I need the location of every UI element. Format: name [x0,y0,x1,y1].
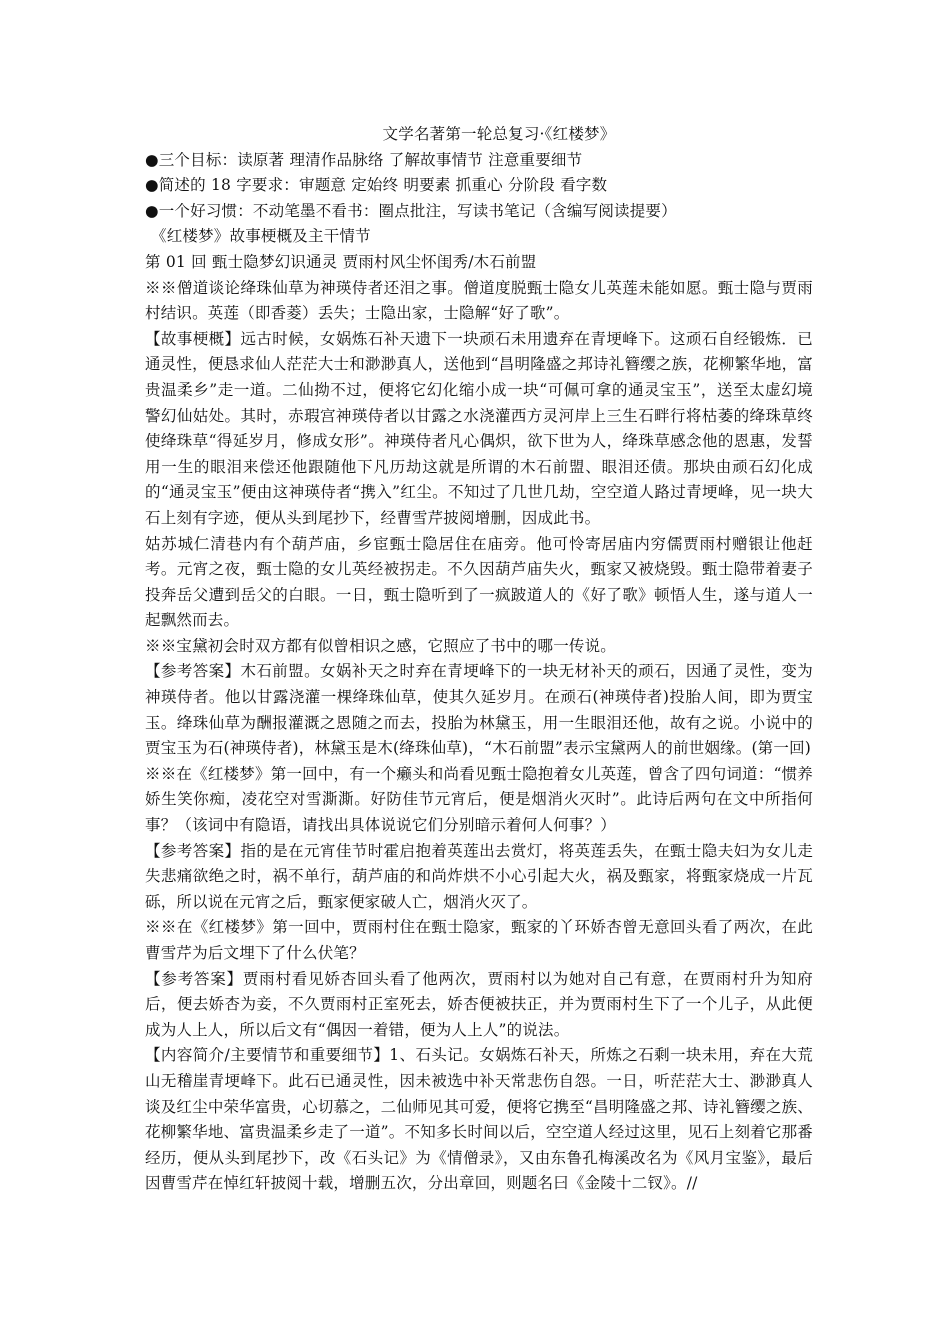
gusu-paragraph: 姑苏城仁清巷内有个葫芦庙，乡宦甄士隐居住在庙旁。他可怜寄居庙内穷儒贾雨村赠银让他赶考。元宵之夜，甄士隐的女儿英经被拐走。不久因葫芦庙失火，甄家又被烧毁。甄士隐带着妻子投奔岳父遭到岳父的白眼。一日，甄士隐听到了一疯跛道人的《好了歌》顿悟人生，遂与道人一起飘然而去。 [145,534,813,630]
answer-1: 【参考答案】木石前盟。女娲补天之时弃在青埂峰下的一块无材补天的顽石，因通了灵性，变为神瑛侍者。他以甘露浇灌一棵绛珠仙草，使其久延岁月。在顽石(神瑛侍者)投胎人间，即为贾宝玉。绛珠仙草为酬报灌溉之恩随之而去，投胎为林黛玉，用一生眼泪还他，故有之说。小说中的贾宝玉为石(神瑛侍者)，林黛玉是木(绛珠仙草)，“木石前盟”表示宝黛两人的前世姻缘。(第一回) [145,662,813,758]
story-outline: 【故事梗概】远古时候，女娲炼石补天遗下一块顽石未用遗弃在青埂峰下。这顽石自经锻炼．已通灵性，便恳求仙人茫茫大士和渺渺真人，送他到“昌明隆盛之邦诗礼簪缨之族，花柳繁华地，富贵温柔乡”走一道。二仙拗不过，便将它幻化缩小成一块“可佩可拿的通灵宝玉”，送至太虚幻境警幻仙姑处。其时，赤瑕宫神瑛侍者以甘露之水浇灌西方灵河岸上三生石畔行将枯萎的绛珠草终使绛珠草“得延岁月，修成女形”。神瑛侍者凡心偶炽，欲下世为人，绛珠草感念他的恩惠，发誓用一生的眼泪来偿还他跟随他下凡历劫这就是所谓的木石前盟、眼泪还债。那块由顽石幻化成的“通灵宝玉”便由这神瑛侍者“携入”红尘。不知过了几世几劫，空空道人路过青埂峰，见一块大石上刻有字迹，便从头到尾抄下，经曹雪芹披阅增删，因成此书。 [145,329,813,527]
goals-line: ●三个目标：读原著 理清作品脉络 了解故事情节 注意重要细节 [145,150,583,169]
question-1: ※※宝黛初会时双方都有似曾相识之感，它照应了书中的哪一传说。 [145,636,617,655]
requirements-line: ●简述的 18 字要求：审题意 定始终 明要素 抓重心 分阶段 看字数 [145,176,608,195]
answer-2: 【参考答案】指的是在元宵佳节时霍启抱着英莲出去赏灯，将英莲丢失，在甄士隐夫妇为女儿走失悲痛欲绝之时，祸不单行，葫芦庙的和尚炸烘不小心引起大火，祸及甄家，将甄家烧成一片瓦砾，所以说在元宵之后，甄家便家破人亡，烟消火灭了。 [145,841,813,911]
chapter-summary: ※※僧道谈论绛珠仙草为神瑛侍者还泪之事。僧道度脱甄士隐女儿英莲未能如愿。甄士隐与贾雨村结识。英莲（即香菱）丢失；士隐出家，士隐解“好了歌”。 [145,278,813,323]
content-intro: 【内容简介/主要情节和重要细节】1、石头记。女娲炼石补天，所炼之石剩一块未用，弃在大荒山无稽崖青埂峰下。此石已通灵性，因未被选中补天常悲伤自怨。一日，听茫茫大士、渺渺真人谈及红尘中荣华富贵，心切慕之，二仙师见其可爱，便将它携至“昌明隆盛之邦、诗礼簪缨之族、花柳繁华地、富贵温柔乡走了一道”。不知多长时间以后，空空道人经过这里，见石上刻着它那番经历，便从头到尾抄下，改《石头记》为《情僧录》，又由东鲁孔梅溪改名为《风月宝鉴》，最后因曹雪芹在悼红轩披阅十载，增删五次，分出章回，则题名曰《金陵十二钗》。// [145,1046,813,1193]
question-2: ※※在《红楼梦》第一回中，有一个癞头和尚看见甄士隐抱着女儿英莲，曾含了四句词道：“惯养娇生笑你痴，凌花空对雪澌澌。好防佳节元宵后，便是烟消火灭时”。此诗后两句在文中所指何事？（该词中有隐语，请找出具体说说它们分别暗示着何人何事？） [145,764,813,835]
answer-3: 【参考答案】贾雨村看见娇杏回头看了他两次，贾雨村以为她对自己有意，在贾雨村升为知府后，便去娇杏为妾，不久贾雨村正室死去，娇杏便被扶正，并为贾雨村生下了一个儿子，从此便成为人上人，所以后文有“偶因一着错，便为人上人”的说法。 [145,969,813,1039]
habit-line: ●一个好习惯：不动笔墨不看书：圈点批注，写读书笔记（含编写阅读提要） [145,201,677,220]
document-title: 文学名著第一轮总复习·《红楼梦》 [382,125,616,143]
question-3: ※※在《红楼梦》第一回中，贾雨村住在甄士隐家，甄家的丫环娇杏曾无意回头看了两次，在此曹雪芹为后文埋下了什么伏笔？ [145,918,813,962]
document-body [145,122,813,1197]
section-subtitle: 《红楼梦》故事梗概及主干情节 [151,227,371,246]
chapter-heading: 第 01 回 甄士隐梦幻识通灵 贾雨村风尘怀闺秀/木石前盟 [145,252,537,271]
